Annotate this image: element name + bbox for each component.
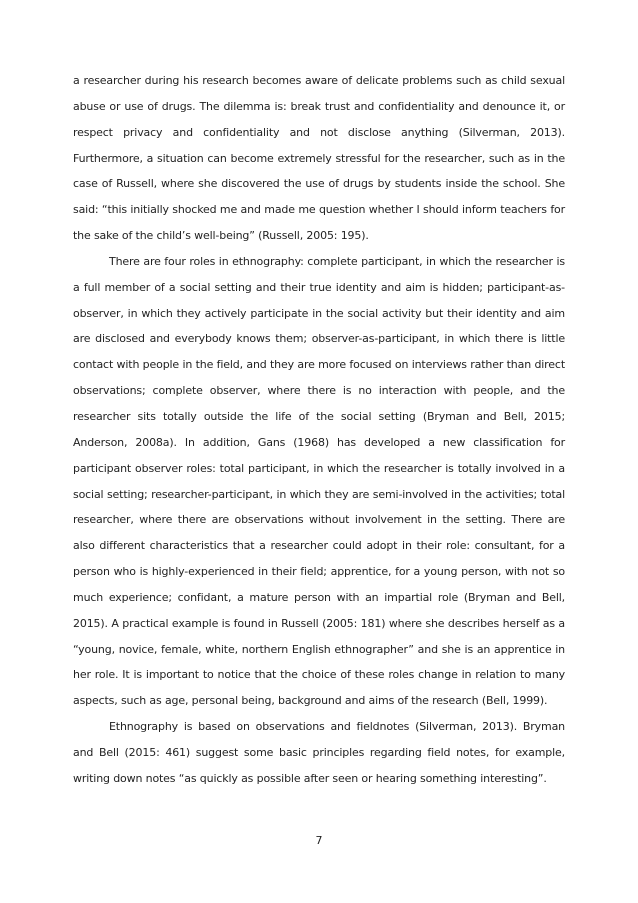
paragraph-ethnography-roles: There are four roles in ethnography: complete participant, in which the researcher is a full member of a social setting and their true identity and aim is hidden; participant-as-observer, in which they actively participate in the social activity but their identity and aim are disclosed and everybody knows them; observer-as-participant, in which there is little contact with people in the field, and they are more focused on interviews rather than direct observations; complete observer, where there is no interaction with people, and the researcher sits totally outside the life of the social setting (Bryman and Bell, 2015; Anderson, 2008a). In addition, Gans (1968) has developed a new classification for participant observer roles: total participant, in which the researcher is totally involved in a social setting; researcher-participant, in which they are semi-involved in the activities; total researcher, where there are observations without involvement in the setting. There are also different characteristics that a researcher could adopt in their role: consultant, for a person who is highly-experienced in their field; apprentice, for a young person, with not so much experience; confidant, a mature person with an impartial role (Bryman and Bell, 2015). A practical example is found in Russell (2005: 181) where she describes herself as a “young, novice, female, white, northern English ethnographer” and she is an apprentice in her role. It is important to notice that the choice of these roles change in relation to many aspects, such as age, personal being, background and aims of the research (Bell, 1999). [73,254,565,708]
paragraph-continuation: a researcher during his research becomes aware of delicate problems such as child sexual abuse or use of drugs. The dilemma is: break trust and confidentiality and denounce it, or respect privacy and confidentiality and not disclose anything (Silverman, 2013). Furthermore, a situation can become extremely stressful for the researcher, such as in the case of Russell, where she discovered the use of drugs by students inside the school. She said: “this initially shocked me and made me question whether I should inform teachers for the sake of the child’s well-being” (Russell, 2005: 195). [73,74,565,243]
body-text [73,68,565,792]
paragraph-fieldnotes: Ethnography is based on observations and fieldnotes (Silverman, 2013). Bryman and Bell (2015: 461) suggest some basic principles regarding field notes, for example, writing down notes “as quickly as possible after seen or hearing something interesting”. [73,720,565,785]
page-number: 7 [315,834,323,847]
